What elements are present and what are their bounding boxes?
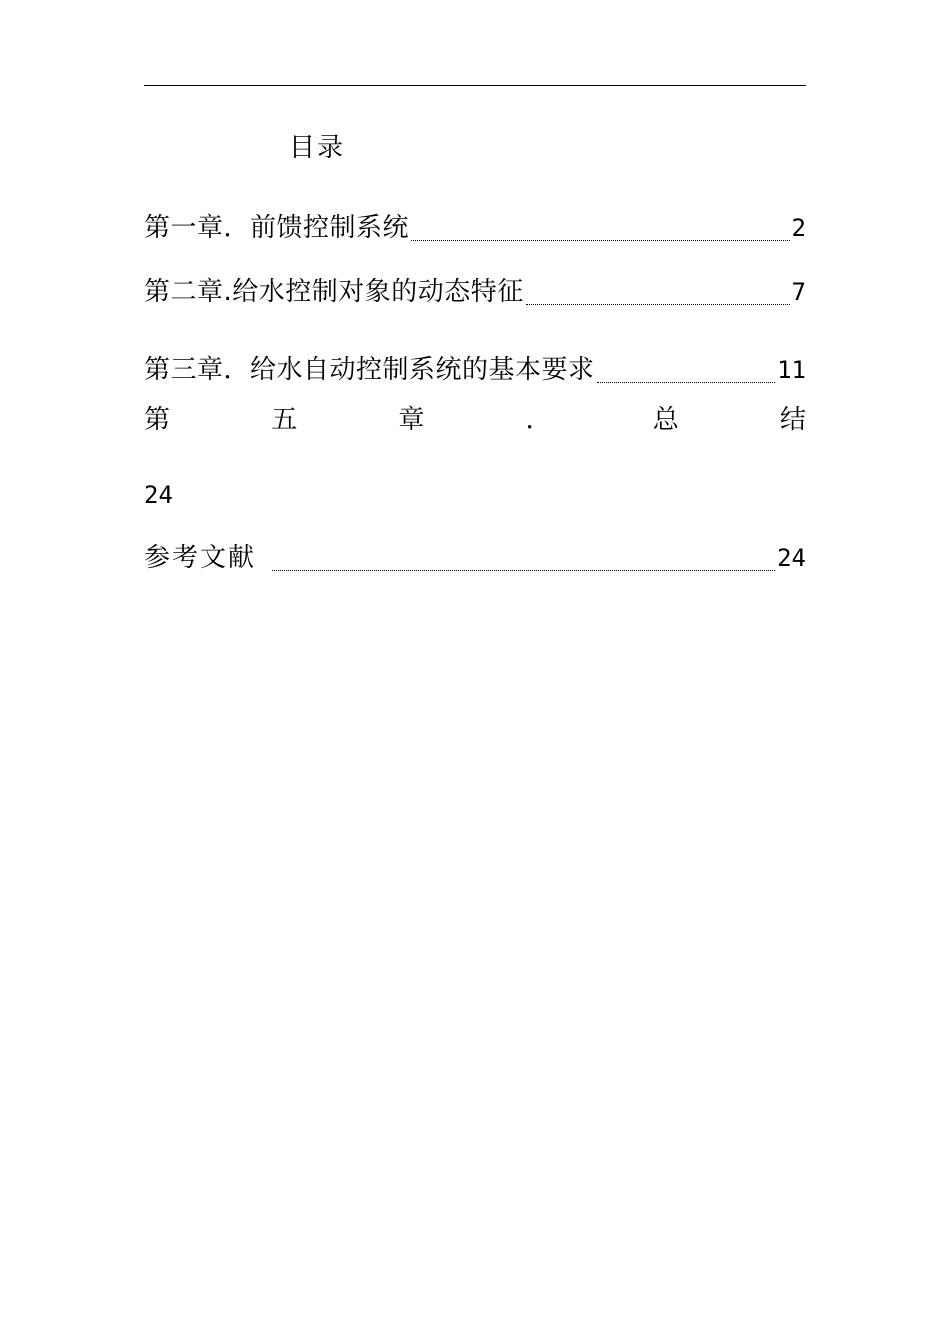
toc-page-number: 2 — [791, 214, 806, 242]
toc-title: 目录 — [289, 133, 346, 163]
toc-entry-label: 第三章．给水自动控制系统的基本要求 — [144, 355, 595, 385]
toc-page-number: 24 — [777, 544, 806, 572]
toc-page-number: 7 — [791, 278, 806, 306]
toc-entry-char: 结 — [779, 405, 806, 435]
dot-leader — [411, 240, 790, 241]
toc-entry-char: ． — [525, 405, 552, 435]
toc-page-number: 11 — [777, 356, 806, 384]
header-rule — [144, 85, 806, 86]
dot-leader — [597, 382, 776, 383]
dot-leader — [526, 304, 790, 305]
toc-entry-char: 第 — [144, 405, 171, 435]
toc-entry-label: 第一章．前馈控制系统 — [144, 213, 410, 243]
toc-entry-label: 参考文献 — [144, 543, 257, 573]
toc-entry-char: 五 — [271, 405, 298, 435]
toc-entry-char: 总 — [652, 405, 679, 435]
toc-entry-chapter-5[interactable] — [144, 401, 806, 439]
toc-entry-chapter-2[interactable] — [144, 274, 806, 310]
toc-entry-label: 第二章.给水控制对象的动态特征 — [144, 277, 524, 307]
toc-entry-references[interactable] — [144, 540, 806, 576]
toc-entry-chapter-1[interactable] — [144, 210, 806, 246]
toc-entry-char: 章 — [398, 405, 425, 435]
toc-page-number: 24 — [144, 481, 173, 509]
toc-entry-chapter-3[interactable] — [144, 352, 806, 388]
dot-leader — [272, 570, 775, 571]
